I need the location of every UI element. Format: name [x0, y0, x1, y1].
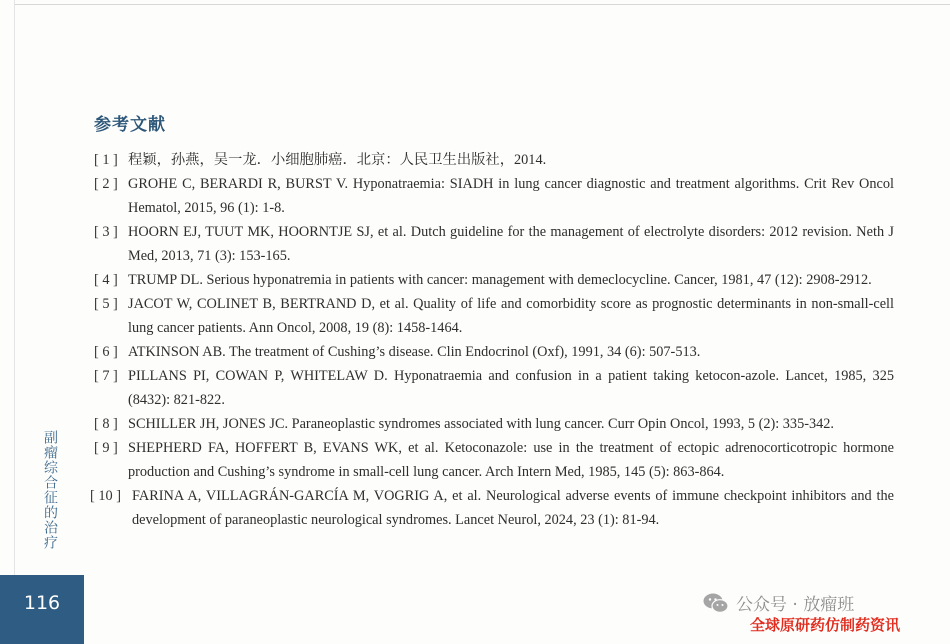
- watermark-text: 公众号 · 放瘤班: [736, 595, 855, 615]
- chapter-side-label: 副瘤综合征的治疗: [42, 430, 58, 550]
- reference-item: [94, 364, 894, 412]
- reference-item: [94, 436, 894, 484]
- reference-item: [94, 148, 894, 172]
- reference-number: [ 2 ]: [94, 176, 118, 192]
- reference-number: [ 5 ]: [94, 296, 118, 312]
- reference-text: HOORN EJ, TUUT MK, HOORNTJE SJ, et al. Dutch guideline for the management of electrolyte disorders: 2012 revision. Neth J Med, 2013, 71 (3): 153-165.: [128, 224, 894, 264]
- reference-item: [94, 412, 894, 436]
- reference-number: [ 3 ]: [94, 224, 118, 240]
- left-margin-rule: [14, 0, 15, 598]
- reference-list: [90, 148, 894, 532]
- reference-item: [90, 484, 894, 532]
- reference-number: [ 4 ]: [94, 272, 118, 288]
- top-rule: [14, 0, 950, 5]
- reference-number: [ 10 ]: [90, 488, 121, 504]
- reference-number: [ 7 ]: [94, 368, 118, 384]
- reference-text: ATKINSON AB. The treatment of Cushing’s disease. Clin Endocrinol (Oxf), 1991, 34 (6): 507-513.: [128, 344, 701, 360]
- reference-text: JACOT W, COLINET B, BERTRAND D, et al. Quality of life and comorbidity score as prognostic determinants in non-small-cell lung cancer patients. Ann Oncol, 2008, 19 (8): 1458-1464.: [128, 296, 894, 336]
- reference-item: [94, 292, 894, 340]
- watermark-subtext: 全球原研药仿制药资讯: [750, 616, 901, 634]
- reference-text: SHEPHERD FA, HOFFERT B, EVANS WK, et al. Ketoconazole: use in the treatment of ectopic adrenocorticotropic hormone production and Cushing’s syndrome in small-cell lung cancer. Arch Intern Med, 1985, 145 (5): 863-864.: [128, 440, 894, 480]
- reference-number: [ 9 ]: [94, 440, 118, 456]
- wechat-icon: [702, 592, 730, 614]
- section-heading: 参考文献: [94, 115, 166, 135]
- reference-item: [94, 268, 894, 292]
- reference-text: PILLANS PI, COWAN P, WHITELAW D. Hyponatraemia and confusion in a patient taking ketocon-azole. Lancet, 1985, 325 (8432): 821-822.: [128, 368, 894, 408]
- reference-item: [94, 172, 894, 220]
- reference-number: [ 6 ]: [94, 344, 118, 360]
- page-number: 116: [23, 592, 61, 614]
- reference-number: [ 8 ]: [94, 416, 118, 432]
- reference-text: 程颖，孙燕，吴一龙．小细胞肺癌．北京：人民卫生出版社，2014.: [128, 152, 547, 168]
- reference-text: GROHE C, BERARDI R, BURST V. Hyponatraemia: SIADH in lung cancer diagnostic and treatment algorithms. Crit Rev Oncol Hematol, 2015, 96 (1): 1-8.: [128, 176, 894, 216]
- reference-number: [ 1 ]: [94, 152, 118, 168]
- reference-item: [94, 340, 894, 364]
- watermark: [702, 590, 854, 615]
- reference-text: SCHILLER JH, JONES JC. Paraneoplastic syndromes associated with lung cancer. Curr Opin Oncol, 1993, 5 (2): 335-342.: [128, 416, 835, 432]
- reference-text: TRUMP DL. Serious hyponatremia in patients with cancer: management with demeclocycline. Cancer, 1981, 47 (12): 2908-2912.: [128, 272, 872, 288]
- reference-text: FARINA A, VILLAGRÁN-GARCÍA M, VOGRIG A, et al. Neurological adverse events of immune checkpoint inhibitors and the development of paraneoplastic neurological syndromes. Lancet Neurol, 2024, 23 (1): 81-94.: [132, 488, 894, 528]
- reference-item: [94, 220, 894, 268]
